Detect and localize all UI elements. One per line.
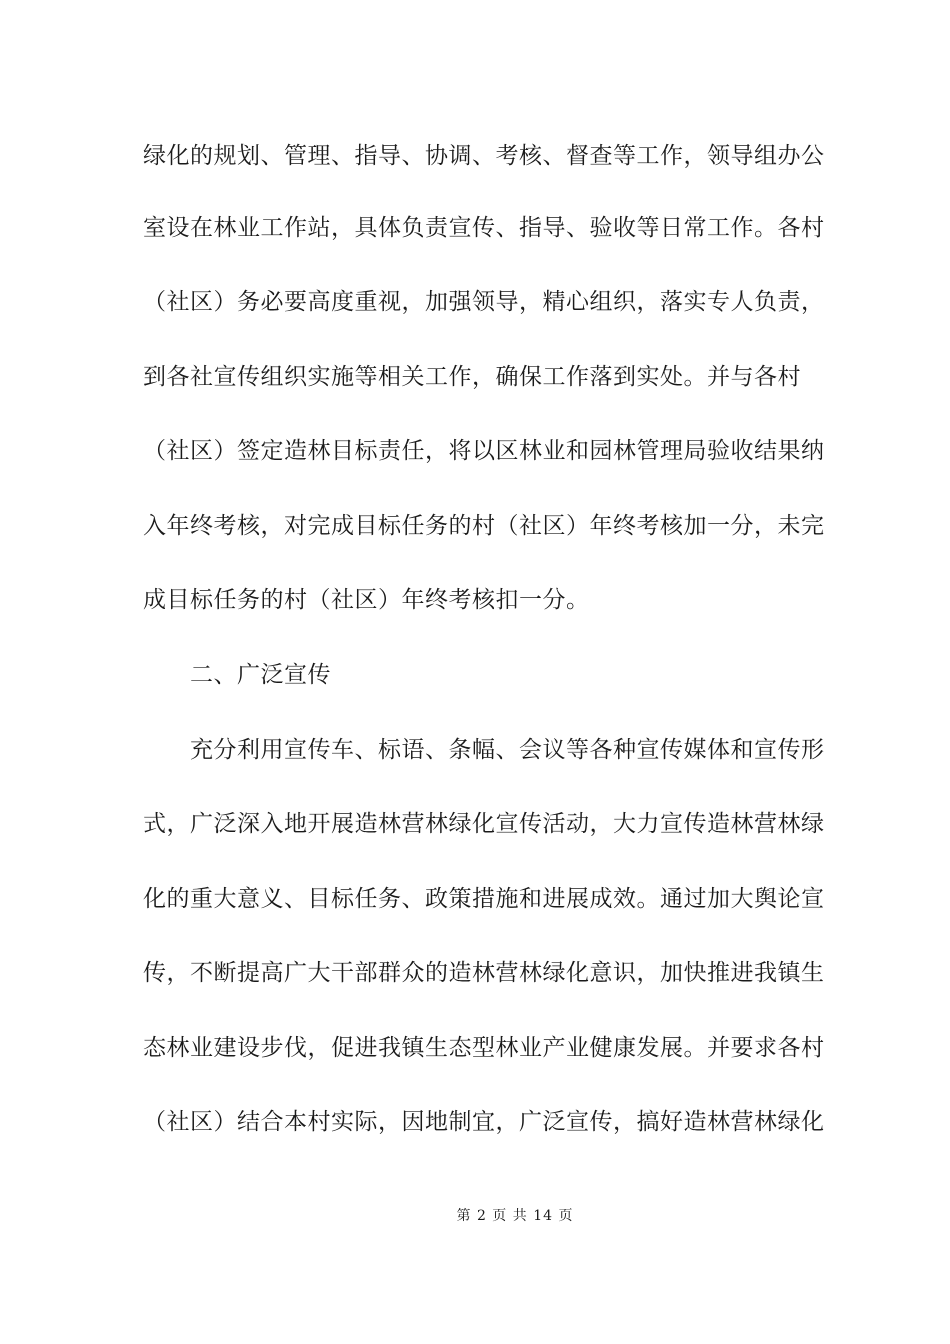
paragraph-line: （社区）结合本村实际，因地制宜，广泛宣传，搞好造林营林绿化 xyxy=(143,1109,825,1135)
paragraph-line: 成目标任务的村（社区）年终考核扣一分。 xyxy=(143,587,590,613)
paragraph-line: 化的重大意义、目标任务、政策措施和进展成效。通过加大舆论宣 xyxy=(143,886,825,912)
paragraph-line: 态林业建设步伐，促进我镇生态型林业产业健康发展。并要求各村 xyxy=(143,1035,825,1061)
paragraph-line: 入年终考核，对完成目标任务的村（社区）年终考核加一分，未完 xyxy=(143,513,825,539)
paragraph-line: （社区）签定造林目标责任，将以区林业和园林管理局验收结果纳 xyxy=(143,438,825,464)
paragraph-line: 传，不断提高广大干部群众的造林营林绿化意识，加快推进我镇生 xyxy=(143,960,825,986)
page-number-footer: 第 2 页 共 14 页 xyxy=(456,1208,574,1224)
paragraph-line: （社区）务必要高度重视，加强领导，精心组织，落实专人负责， xyxy=(143,289,825,315)
paragraph-line: 绿化的规划、管理、指导、协调、考核、督查等工作，领导组办公 xyxy=(143,143,825,169)
paragraph-line: 式，广泛深入地开展造林营林绿化宣传活动，大力宣传造林营林绿 xyxy=(143,811,825,837)
section-heading: 二、广泛宣传 xyxy=(190,662,331,688)
paragraph-line: 充分利用宣传车、标语、条幅、会议等各种宣传媒体和宣传形 xyxy=(190,737,825,763)
paragraph-line: 室设在林业工作站，具体负责宣传、指导、验收等日常工作。各村 xyxy=(143,215,825,241)
paragraph-line: 到各社宣传组织实施等相关工作，确保工作落到实处。并与各村 xyxy=(143,364,801,390)
